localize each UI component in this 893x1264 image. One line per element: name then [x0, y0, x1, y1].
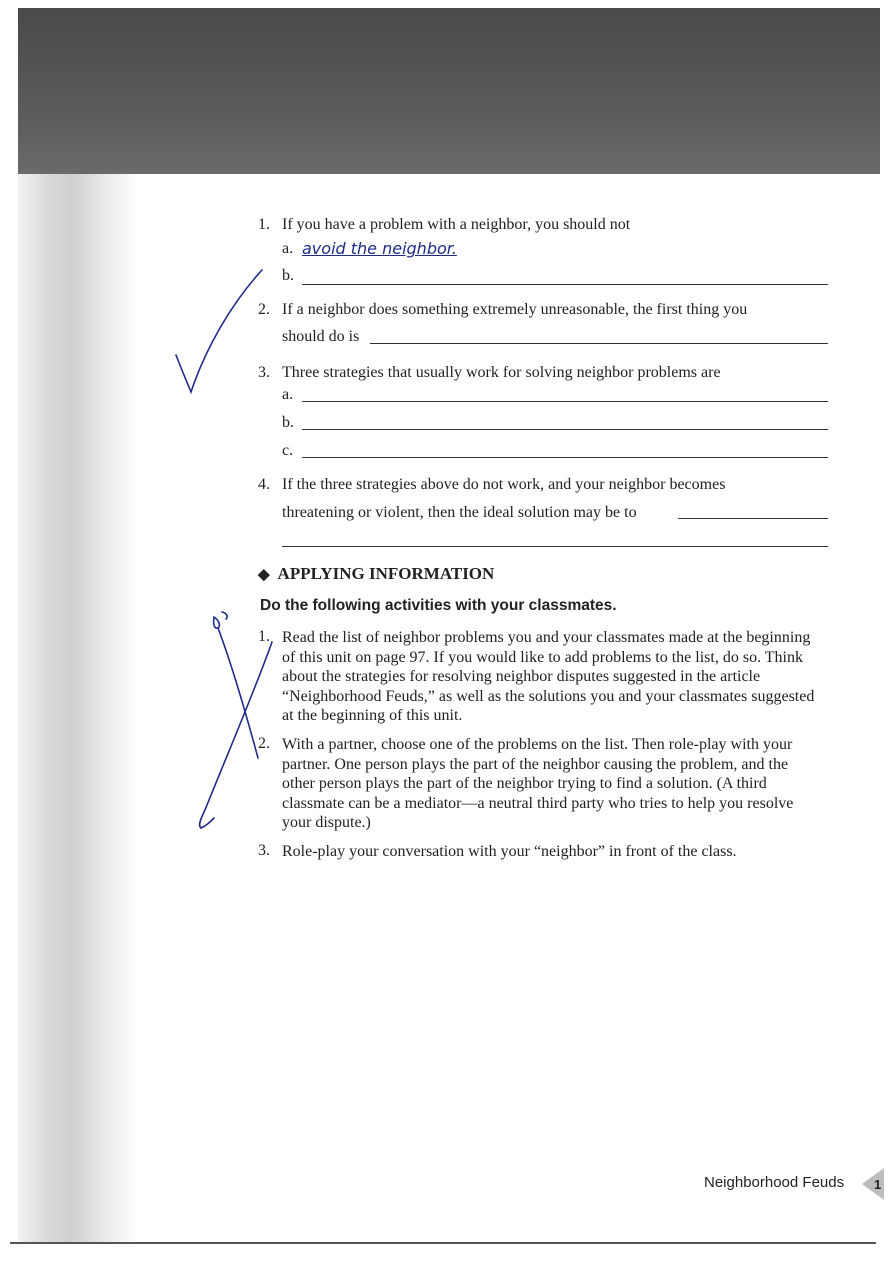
- section-title: APPLYING INFORMATION: [277, 564, 495, 583]
- activity-number: 1.: [258, 628, 270, 645]
- handwritten-answer: avoid the neighbor.: [302, 239, 457, 258]
- item-letter: b.: [282, 267, 294, 284]
- activity-number: 2.: [258, 735, 270, 752]
- question-number: 1.: [258, 216, 270, 233]
- page-tab: [858, 1168, 884, 1200]
- diamond-icon: ◆: [258, 567, 270, 583]
- question-text: If you have a problem with a neighbor, you should not: [282, 216, 631, 233]
- answer-blank[interactable]: [370, 343, 828, 344]
- item-letter: c.: [282, 442, 294, 459]
- item-letter: a.: [282, 386, 294, 403]
- activity-2-text: With a partner, choose one of the problems on the list. Then role-play with your partner. One person plays the part of the neighbor causing the problem, and the other person plays the part of the neighbor trying to find a solution. (A third classmate can be a mediator—a neutral third party who tries to help you resolve your dispute.): [282, 736, 794, 831]
- answer-blank[interactable]: [302, 429, 828, 430]
- answer-blank[interactable]: [302, 457, 828, 458]
- question-text: If the three strategies above do not work, and your neighbor becomes: [282, 476, 726, 493]
- question-text: If a neighbor does something extremely unreasonable, the first thing you: [282, 301, 748, 318]
- question-text: Three strategies that usually work for solving neighbor problems are: [282, 364, 721, 381]
- activity-number: 3.: [258, 842, 270, 859]
- question-text-continued: should do is: [282, 328, 360, 345]
- footer-title: Neighborhood Feuds: [704, 1174, 845, 1191]
- question-number: 3.: [258, 364, 270, 381]
- item-letter: a.: [282, 240, 294, 257]
- answer-blank[interactable]: [302, 284, 828, 285]
- item-letter: b.: [282, 414, 294, 431]
- answer-blank[interactable]: [678, 518, 828, 519]
- question-text-continued: threatening or violent, then the ideal solution may be to: [282, 504, 637, 521]
- question-number: 2.: [258, 301, 270, 318]
- answer-blank[interactable]: [282, 546, 828, 547]
- page-tab-number: 1: [874, 1177, 882, 1192]
- activity-3-text: Role-play your conversation with your “neighbor” in front of the class.: [282, 843, 737, 860]
- answer-blank[interactable]: [302, 401, 828, 402]
- section-heading: [258, 564, 494, 584]
- section-instruction: Do the following activities with your classmates.: [260, 597, 617, 614]
- question-number: 4.: [258, 476, 270, 493]
- activity-1-text: Read the list of neighbor problems you and your classmates made at the beginning of this unit on page 97. If you would like to add problems to the list, do so. Think about the strategies for resolving neighbor disputes suggested in the article “Neighborhood Feuds,” as well as the solutions you and your classmates suggested at the beginning of this unit.: [282, 629, 815, 724]
